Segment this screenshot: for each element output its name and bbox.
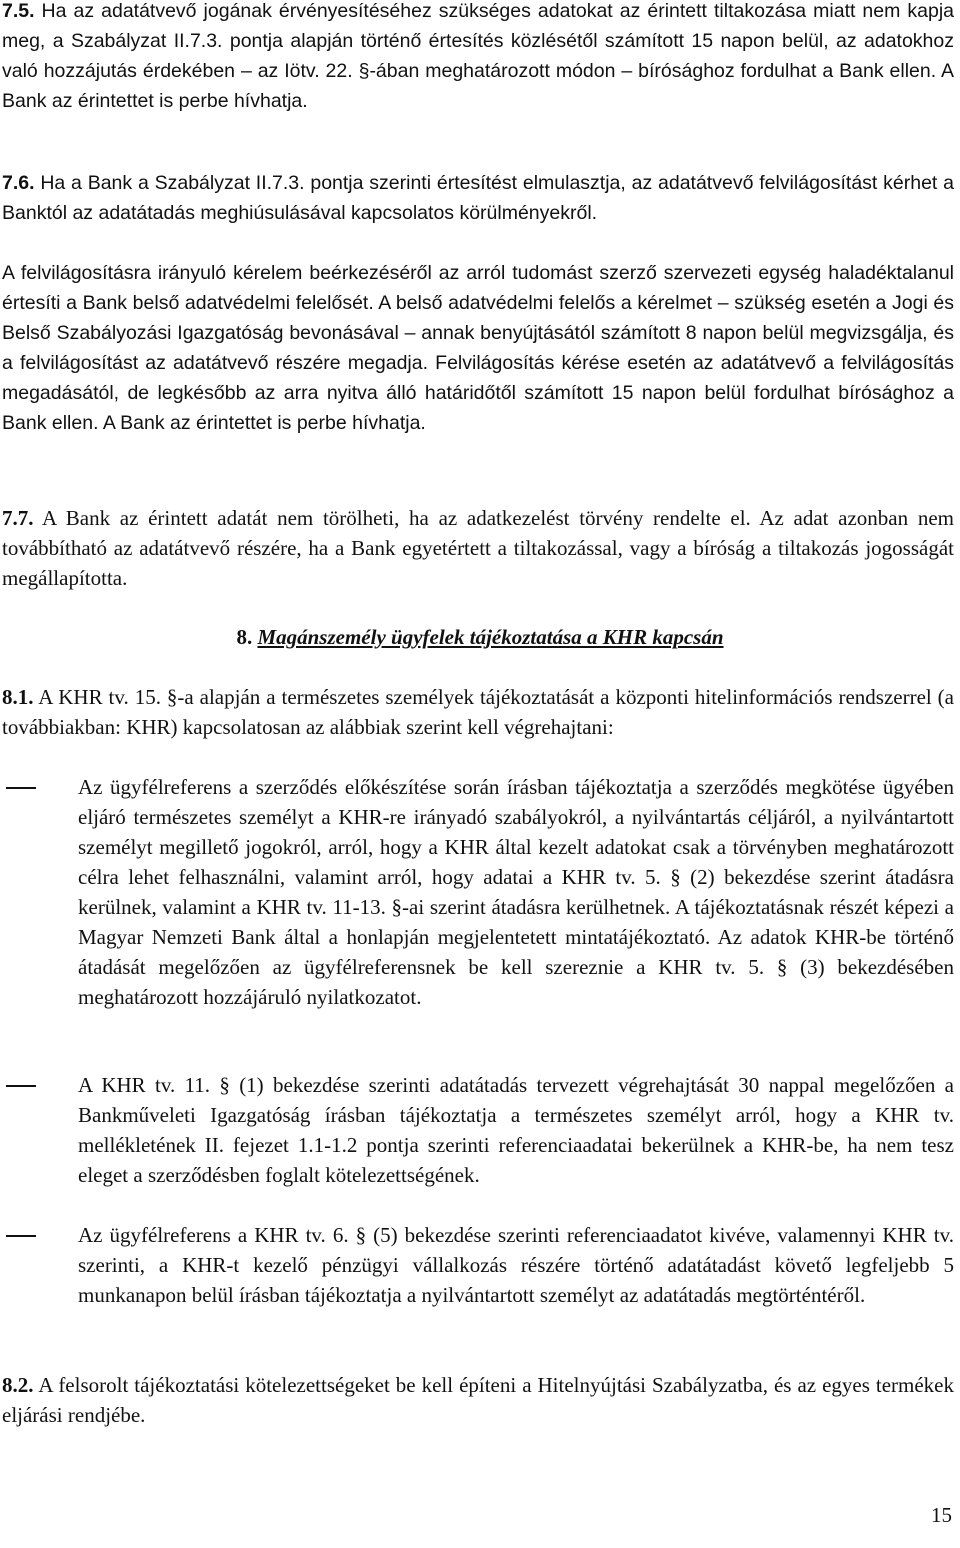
paragraph-7-7 [2,503,954,593]
paragraph-text: A felsorolt tájékoztatási kötelezettségeket be kell építeni a Hitelnyújtási Szabályzatba, és az egyes termékek eljárási rendjébe. [2,1373,954,1427]
section-number: 8.1. [2,685,34,709]
paragraph-7-5 [2,0,954,116]
list-item [0,772,954,1012]
list-item [0,1070,954,1190]
paragraph-text: A KHR tv. 15. §-a alapján a természetes személyek tájékoztatását a központi hitelinformációs rendszerrel (a továbbiakban: KHR) kapcsolatosan az alábbiak szerint kell végrehajtani: [2,685,954,739]
list-item-text: A KHR tv. 11. § (1) bekezdése szerinti adatátadás tervezett végrehajtását 30 nappal megelőzően a Bankműveleti Igazgatóság írásban tájékoztatja a természetes személyt arról, hogy a KHR tv. mellékletének II. fejezet 1.1-1.2 pontja szerinti referenciaadatai bekerülnek a KHR-be, ha nem tesz eleget a szerződésben foglalt kötelezettségének. [78,1073,954,1187]
list-item [0,1220,954,1310]
heading-title: Magánszemély ügyfelek tájékoztatása a KHR kapcsán [257,625,724,649]
page-number: 15 [931,1503,952,1527]
paragraph-text: Ha az adatátvevő jogának érvényesítéséhez szükséges adatokat az érintett tiltakozása miatt nem kapja meg, a Szabályzat II.7.3. pontja alapján történő értesítés közlésétől számított 15 napon belül, az adatokhoz való hozzájutás érdekében – az Iötv. 22. §-ában meghatározott módon – bírósághoz fordulhat a Bank ellen. A Bank az érintettet is perbe hívhatja. [2,0,954,112]
section-heading-8 [0,622,960,652]
section-number: 7.5. [2,0,35,22]
section-number: 7.6. [2,172,35,194]
paragraph-8-1 [2,682,954,742]
section-number: 8.2. [2,1373,34,1397]
paragraph-text: A Bank az érintett adatát nem törölheti, ha az adatkezelést törvény rendelte el. Az adat azonban nem továbbítható az adatátvevő részére, ha a Bank egyetértett a tiltakozással, vagy a bíróság a tiltakozás jogosságát megállapította. [2,506,954,590]
heading-number: 8. [236,625,253,649]
paragraph-7-6-continued [2,258,954,438]
paragraph-text: Ha a Bank a Szabályzat II.7.3. pontja szerinti értesítést elmulasztja, az adatátvevő felvilágosítást kérhet a Banktól az adatátadás meghiúsulásával kapcsolatos körülményekről. [2,172,954,224]
paragraph-8-2 [2,1370,954,1430]
list-item-text: Az ügyfélreferens a szerződés előkészítése során írásban tájékoztatja a szerződés megkötése ügyében eljáró természetes személyt a KHR-re irányadó szabályokról, a nyilvántartás céljáról, a nyilvántartott személyt megillető jogokról, arról, hogy a KHR által kezelt adatokat csak a törvényben meghatározott célra lehet felhasználni, valamint arról, hogy adatai a KHR tv. 5. § (2) bekezdése szerint átadásra kerülnek, valamint a KHR tv. 11-13. §-ai szerint átadásra kerülhetnek. A tájékoztatásnak részét képezi a Magyar Nemzeti Bank által a honlapján megjelentetett mintatájékoztató. Az adatok KHR-be történő átadását megelőzően az ügyfélreferensnek be kell szereznie a KHR tv. 5. § (3) bekezdésében meghatározott hozzájáruló nyilatkozatot. [78,775,954,1009]
list-item-text: Az ügyfélreferens a KHR tv. 6. § (5) bekezdése szerinti referenciaadatot kivéve, valamennyi KHR tv. szerinti, a KHR-t kezelő pénzügyi vállalkozás részére történő adatátadást követő legfeljebb 5 munkanapon belül írásban tájékoztatja a nyilvántartott személyt az adatátadás megtörténtéről. [78,1223,954,1307]
paragraph-text: A felvilágosításra irányuló kérelem beérkezéséről az arról tudomást szerző szervezeti egység haladéktalanul értesíti a Bank belső adatvédelmi felelősét. A belső adatvédelmi felelős a kérelmet – szükség esetén a Jogi és Belső Szabályozási Igazgatóság bevonásával – annak benyújtásától számított 8 napon belül megvizsgálja, és a felvilágosítást az adatátvevő részére megadja. Felvilágosítás kérése esetén az adatátvevő a felvilágosítás megadásától, de legkésőbb az arra nyitva álló határidőtől számított 15 napon belül fordulhat bírósághoz a Bank ellen. A Bank az érintettet is perbe hívhatja. [2,262,954,434]
paragraph-7-6 [2,168,954,228]
section-number: 7.7. [2,506,34,530]
